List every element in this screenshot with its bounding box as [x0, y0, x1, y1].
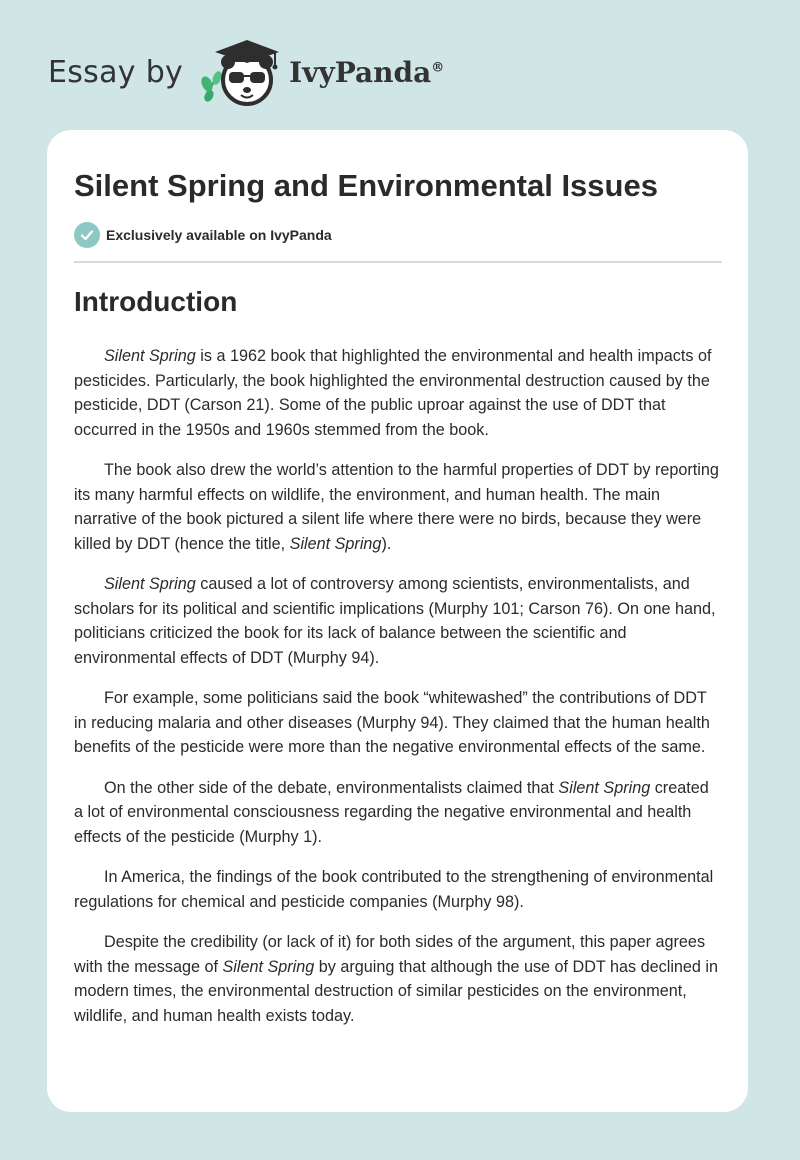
paragraph-text: On the other side of the debate, environmentalists claimed that	[104, 778, 559, 797]
essay-paragraph	[74, 344, 722, 442]
paragraph-text: by arguing that although the use of DDT has declined in modern times, the environmental destruction of similar pesticides on the environment, wildlife, and human health exists today.	[74, 957, 719, 1025]
exclusive-badge	[74, 222, 332, 248]
essay-paragraph	[74, 686, 722, 760]
essay-paragraph	[74, 776, 722, 850]
paragraph-text: caused a lot of controversy among scientists, environmentalists, and scholars for its political and scientific implications (Murphy 101; Carson 76). On one hand, politicians criticized the book for its lack of balance between the scientific and environmental effects of DDT (Murphy 94).	[74, 575, 716, 667]
check-icon	[74, 222, 100, 248]
book-title-emphasis: Silent Spring	[104, 575, 196, 593]
site-brand[interactable]	[48, 36, 444, 108]
book-title-emphasis: Silent Spring	[289, 534, 382, 553]
paragraph-text: For example, some politicians said the book “whitewashed” the contributions of DDT in reducing malaria and other diseases (Murphy 94). They claimed that the human health benefits of the pesticide were more than the negative environmental effects of the same.	[74, 689, 710, 756]
divider	[74, 261, 722, 263]
paragraph-text: The book also drew the world’s attention to the harmful properties of DDT by reporting its many harmful effects on wildlife, the environment, and human health. The main narrative of the book pictured a silent life where there were no birds, because they were killed by DDT (hence the title,	[74, 461, 719, 553]
badge-text: Exclusively available on IvyPanda	[106, 227, 332, 243]
paragraph-text: created a lot of environmental consciousness regarding the negative environmental and health effects of the pesticide (Murphy 1).	[74, 778, 709, 846]
book-title-emphasis: Silent Spring	[558, 778, 651, 797]
book-title-emphasis: Silent Spring	[104, 347, 196, 365]
essay-body	[74, 344, 722, 1044]
brand-name: IvyPanda®	[289, 55, 445, 89]
essay-paragraph	[74, 572, 722, 670]
section-heading: Introduction	[74, 286, 238, 317]
essay-title: Silent Spring and Environmental Issues	[74, 168, 658, 203]
paragraph-text: Despite the credibility (or lack of it) for both sides of the argument, this paper agrees with the message of	[74, 933, 706, 976]
registered-mark: ®	[431, 60, 445, 76]
brand-prefix: Essay by	[48, 54, 184, 90]
paragraph-text: is a 1962 book that highlighted the environmental and health impacts of pesticides. Particularly, the book highlighted the environmental destruction caused by the pesticide, DDT (Carson 21). Some of the public uproar against the use of DDT that occurred in the 1950s and 1960s stemmed from the book.	[74, 347, 712, 439]
book-title-emphasis: Silent Spring	[222, 957, 315, 976]
panda-logo-icon	[195, 36, 287, 108]
essay-paragraph	[74, 865, 722, 914]
essay-paragraph	[74, 930, 722, 1028]
essay-paragraph	[74, 458, 722, 556]
paragraph-text: In America, the findings of the book contributed to the strengthening of environmental regulations for chemical and pesticide companies (Murphy 98).	[74, 868, 714, 911]
essay-card	[47, 130, 748, 1112]
paragraph-text: ).	[381, 534, 392, 553]
